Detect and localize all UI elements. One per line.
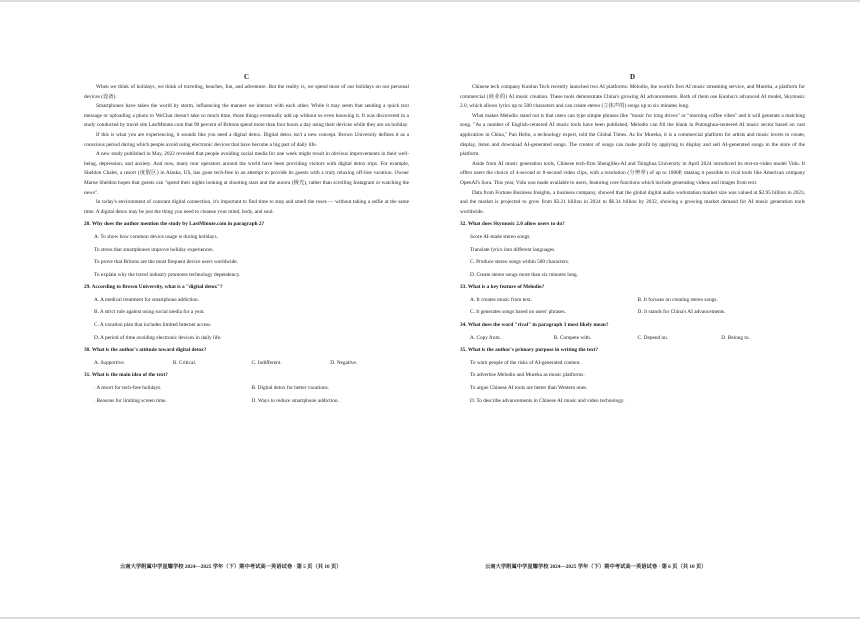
passage-paragraph: Data from Fortune Business Insights, a business company, showed that the global digital audio workstation market size was valued at $2.95 billion in 2023, and the market is projected to grow from $3.21 billion in 2024 to $6.34 billion by 2032, showing a growing market demand for AI music generation tools worldwide. bbox=[460, 189, 805, 215]
option: C. Produce stereo songs within 500 characters. bbox=[470, 259, 570, 266]
question-30: 30. What is the author's attitude toward digital detox? bbox=[84, 347, 207, 354]
passage-paragraph: What makes Melodio stand out is that users can type simple phrases like "music for long drives" or "morning coffee vibes" and it will generate a matching song. "As a number of English-centered AI music tools have been published, Melodio can fill the blank in Putonghua-centered AI music sector based on vast application in China," Pan Helin, a technology expert, told the Global Times. As for Mureka, it is a commercial platform for artists and music lovers to create, display, listen and download AI-generated songs. The creator of songs can make profit by applying to display and sell AI-generated songs in the store of the platform. bbox=[460, 112, 805, 158]
option: B. It focuses on creating stereo songs. bbox=[637, 296, 718, 303]
passage-paragraph: Smartphones have taken the world by storm, influencing the manner we interact with each other. While it may seem that sending a quick text message or uploading a photo to WeChat doesn't take so much time, those things eventually add up without us even knowing it. It was discovered in a study conducted by travel site LastMinute.com that 90 percent of Britons spend more than four hours a day using their devices while they are on holiday. bbox=[84, 103, 409, 129]
options-row bbox=[84, 359, 409, 369]
option: To warn people of the risks of AI-generated content. bbox=[470, 359, 581, 366]
option: C. It generates songs based on users' phrases. bbox=[470, 309, 566, 316]
option: C. Indifferent. bbox=[251, 359, 282, 366]
passage-paragraph: If this is what you are experiencing, it sounds like you need a digital detox. Digital detox isn't a new concept. Brown University defines it as a conscious period during which people avoid using electronic devices that have become a big part of daily life. bbox=[84, 131, 409, 148]
option: . A resort for tech-free holidays. bbox=[94, 385, 162, 392]
passage-paragraph: When we think of holidays, we think of traveling, beaches, fun, and adventure. But the reality is, we spend most of our holidays on our personal devices (设备). bbox=[84, 84, 409, 100]
option: D. It stands for China's AI advancements. bbox=[637, 309, 726, 316]
page-right bbox=[430, 0, 860, 619]
option: To argue Chinese AI tools are better than Western ones. bbox=[470, 385, 588, 392]
option: D. Belong to. bbox=[721, 334, 750, 341]
passage-paragraph: Chinese tech company Kunlun Tech recently launched two AI platforms: Melodio, the world's first AI music streaming service, and Mureka, a platform for commercial (商业的) AI music creation. These tools demonstrate China's growing AI advancements. Both of them use Kunlun's advanced AI model, Skymusic 2.0, which allows lyrics up to 500 characters and can create stereo (立体声的) songs up to six minutes long. bbox=[460, 84, 805, 110]
options-row bbox=[460, 296, 805, 306]
option: C. Depend on. bbox=[637, 334, 669, 341]
question-29: 29. According to Brown University, what is a "digital detox"? bbox=[84, 284, 223, 291]
passage-paragraph: A new study published in May, 2022 revealed that people avoiding social media for one week might result in obvious improvements in their well-being, depression, and anxiety. And now, many tour operators around the world have been providing visitors with digital detox trips. For example, Sheldon Chalet, a resort (度假区) in Alaska, US, has gone tech-free in an attempt to provide its guests with a truly relaxing off-line vacation. Owner Marne Sheldon hopes that guests can "spend their nights looking at shooting stars and the aurora (极光), rather than scrolling Instagram or watching the news". bbox=[84, 151, 409, 196]
option: To stress that smartphones improve holiday experiences. bbox=[94, 246, 214, 253]
section-title-c: C bbox=[243, 73, 250, 81]
right-column bbox=[460, 72, 805, 406]
question-32: 32. What does Skymusic 2.0 allow users to do? bbox=[460, 221, 565, 228]
question-34: 34. What does the word "rival" in paragraph 3 most likely mean? bbox=[460, 322, 609, 329]
question-28: 28. Why does the author mention the study by LastMinute.com in paragraph 2? bbox=[84, 221, 265, 228]
option: D. To describe advancements in Chinese AI music and video technology. bbox=[470, 397, 625, 404]
option: D. Negative. bbox=[330, 359, 358, 366]
option: To prove that Britons are the most frequent device users worldwide. bbox=[94, 259, 238, 266]
page-footer: 云南大学附属中学星耀学校 2024—2025 学年（下）期中考试高一英语试卷 · 第 6 页（共 10 页） bbox=[485, 564, 707, 570]
option: To explain why the travel industry promotes technology dependency. bbox=[94, 271, 241, 278]
option: D. Create stereo songs more than six minutes long. bbox=[470, 271, 578, 278]
options-row bbox=[460, 334, 805, 344]
option: B. A strict rule against using social media for a year. bbox=[94, 309, 205, 316]
option: To advertise Melodio and Mureka as music platforms. bbox=[470, 372, 585, 379]
option: C. A vacation plan that includes limited Internet access. bbox=[94, 322, 212, 329]
option: B. Compete with. bbox=[553, 334, 592, 341]
option: B. Critical. bbox=[172, 359, 197, 366]
option: . Reasons for limiting screen time. bbox=[94, 397, 167, 404]
options-row bbox=[460, 308, 805, 318]
passage-paragraph: In today's environment of constant digital connection, it's important to find time to stop and smell the roses — without taking a selfie at the same time. A digital detox may be just the thing you need to cleanse your mind, body, and soul. bbox=[84, 199, 409, 215]
option: A. It creates music from text. bbox=[470, 296, 532, 303]
question-35: 35. What is the author's primary purpose in writing the text? bbox=[460, 347, 599, 354]
passage-paragraph: Aside from AI music generation tools, Chinese tech-firm ShengShu-AI and Tsinghua University in April 2024 introduced its text-to-video model Vidu. It offers users the choice of 4-second or 8-second video clips, with a resolution (分辨率) of up to 1080P, making it possible to rival tools like American company OpenAI's Sora. This year, Vidu was made available to users, featuring core functions which include generating videos and images from text. bbox=[460, 160, 805, 186]
question-33: 33. What is a key feature of Melodio? bbox=[460, 284, 545, 291]
option: D. Ways to reduce smartphone addiction. bbox=[251, 397, 339, 404]
option: B. Digital detox for better vacations. bbox=[251, 385, 330, 392]
section-title-d: D bbox=[629, 73, 636, 81]
option: Score AI-made stereo songs. bbox=[470, 233, 531, 240]
question-31: 31. What is the main idea of the text? bbox=[84, 372, 168, 379]
option: A. Copy from. bbox=[470, 334, 501, 341]
options-row bbox=[84, 384, 409, 394]
options-row bbox=[84, 397, 409, 407]
option: A. A medical treatment for smartphone addiction. bbox=[94, 296, 200, 303]
option: A. To show how common device usage is during holidays. bbox=[94, 233, 218, 240]
option: D. A period of time avoiding electronic devices in daily life. bbox=[94, 334, 222, 341]
left-column bbox=[84, 72, 409, 406]
option: A. Supportive. bbox=[94, 359, 126, 366]
page-footer: 云南大学附属中学星耀学校 2024—2025 学年（下）期中考试高一英语试卷 · 第 5 页（共 10 页） bbox=[120, 564, 342, 570]
option: Translate lyrics into different languages. bbox=[470, 246, 556, 253]
